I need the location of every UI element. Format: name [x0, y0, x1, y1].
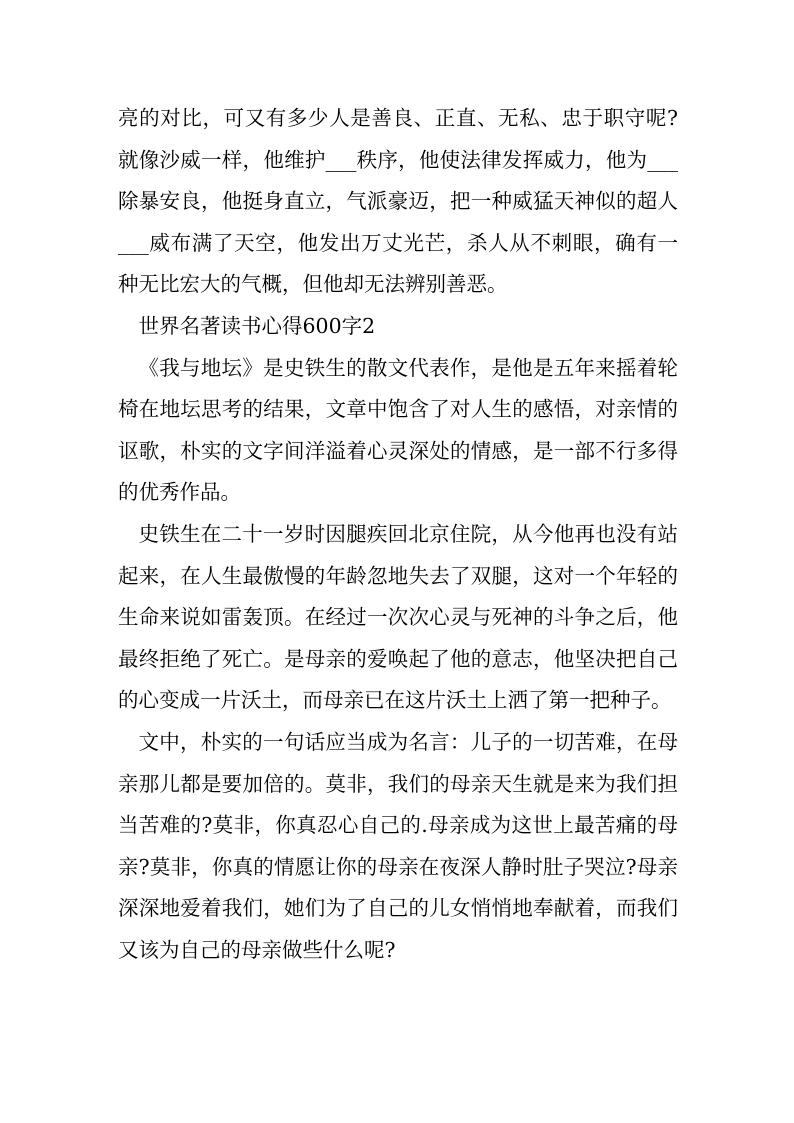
section-heading: 世界名著读书心得600字2 [138, 313, 376, 338]
paragraph-continued: 亮的对比，可又有多少人是善良、正直、无私、忠于职守呢?就像沙威一样，他维护___秩序，他使法律发挥威力，他为___除暴安良，他挺身直立，气派豪迈，把一种威猛天神似的超人___威布满了天空，他发出万丈光芒，杀人从不刺眼，确有一种无比宏大的气概，但他却无法辨别善恶。 [118, 106, 678, 297]
document-body [118, 98, 678, 971]
paragraph: 《我与地坛》是史铁生的散文代表作，是他是五年来摇着轮椅在地坛思考的结果，文章中饱含了对人生的感悟，对亲情的讴歌，朴实的文字间洋溢着心灵深处的情感，是一部不行多得的优秀作品。 [118, 355, 678, 505]
paragraph: 史铁生在二十一岁时因腿疾回北京住院，从今他再也没有站起来，在人生最傲慢的年龄忽地失去了双腿，这对一个年轻的生命来说如雷轰顶。在经过一次次心灵与死神的斗争之后，他最终拒绝了死亡。是母亲的爱唤起了他的意志，他坚决把自己的心变成一片沃土，而母亲已在这片沃土上洒了第一把种子。 [118, 521, 678, 713]
paragraph: 文中，朴实的一句话应当成为名言：儿子的一切苦难，在母亲那儿都是要加倍的。莫非，我们的母亲天生就是来为我们担当苦难的?莫非，你真忍心自己的.母亲成为这世上最苦痛的母亲?莫非，你真的情愿让你的母亲在夜深人静时肚子哭泣?母亲深深地爱着我们，她们为了自己的儿女悄悄地奉献着，而我们又该为自己的母亲做些什么呢? [118, 729, 678, 962]
